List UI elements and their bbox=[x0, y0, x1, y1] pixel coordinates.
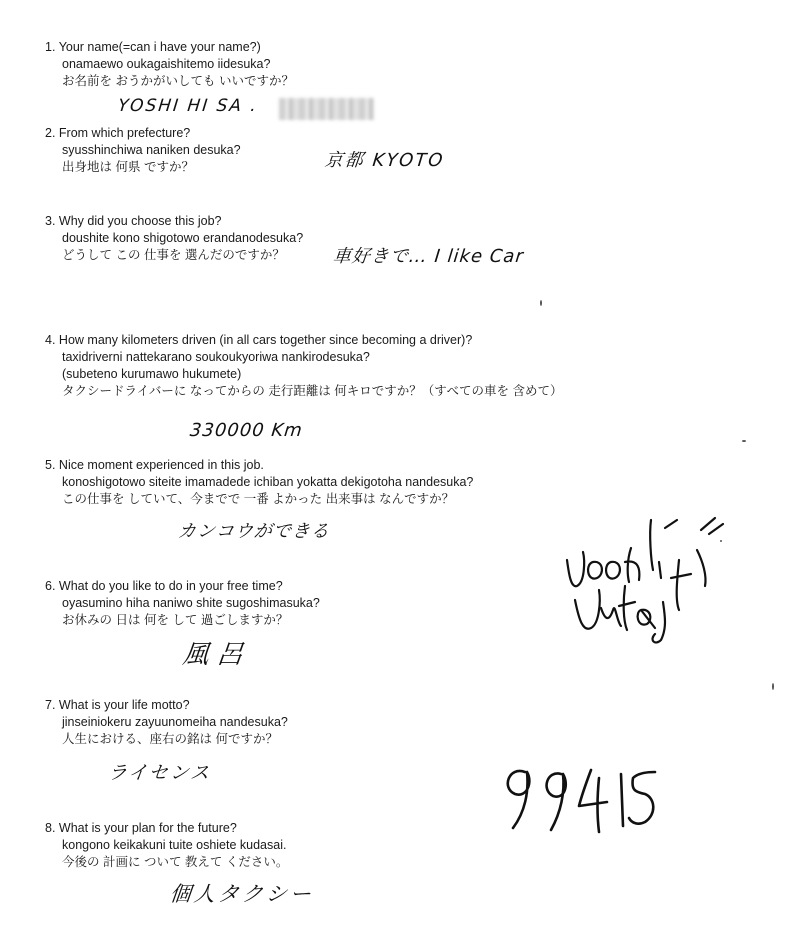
question-japanese: 人生における、座右の銘は 何ですか？ bbox=[62, 732, 278, 746]
question-romaji: jinseiniokeru zayuunomeiha nandesuka? bbox=[62, 715, 288, 729]
question-romaji: onamaewo oukagaishitemo iidesuka? bbox=[62, 57, 271, 71]
answer-1: YOSHI HI SA . bbox=[116, 96, 259, 116]
answer-4: 330000 Km bbox=[188, 420, 304, 441]
scan-speck bbox=[772, 683, 774, 690]
handwritten-number bbox=[495, 760, 665, 840]
answer-8: 個人タクシー bbox=[168, 882, 316, 906]
question-japanese: どうして この 仕事を 選んだのですか？ bbox=[62, 248, 285, 262]
redacted-surname bbox=[279, 98, 374, 120]
question-romaji: kongono keikakuni tuite oshiete kudasai. bbox=[62, 838, 287, 852]
question-romaji: oyasumino hiha naniwo shite sugoshimasuka? bbox=[62, 596, 320, 610]
question-number: 1. bbox=[45, 40, 56, 54]
answer-7: ライセンス bbox=[106, 762, 213, 784]
answer-2: 京都 KYOTO bbox=[323, 150, 446, 171]
answer-6: 風呂 bbox=[181, 640, 253, 670]
question-japanese: お名前を おうかがいしても いいですか？ bbox=[62, 74, 294, 88]
handwritten-signature bbox=[555, 490, 735, 650]
question-number: 8. bbox=[45, 821, 56, 835]
question-romaji: doushite kono shigotowo erandanodesuka? bbox=[62, 231, 304, 245]
question-5 bbox=[45, 457, 605, 508]
question-english: What do you like to do in your free time? bbox=[58, 579, 283, 593]
scan-speck bbox=[742, 440, 746, 442]
question-number: 3. bbox=[45, 214, 56, 228]
question-7 bbox=[45, 697, 605, 748]
question-english: Why did you choose this job? bbox=[58, 214, 222, 228]
question-1 bbox=[45, 39, 605, 90]
question-romaji: konoshigotowo siteite imamadede ichiban yokatta dekigotoha nandesuka? bbox=[62, 475, 474, 489]
question-6 bbox=[45, 578, 605, 629]
question-english: Your name(=can i have your name?) bbox=[58, 40, 261, 54]
question-japanese: 今後の 計画に ついて 教えて ください。 bbox=[62, 855, 289, 869]
scan-speck bbox=[540, 300, 542, 306]
question-4 bbox=[45, 332, 605, 400]
question-number: 6. bbox=[45, 579, 56, 593]
question-japanese: お休みの 日は 何を して 過ごしますか？ bbox=[62, 613, 289, 627]
question-english: From which prefecture? bbox=[58, 126, 191, 140]
question-english: What is your plan for the future? bbox=[58, 821, 237, 835]
question-number: 2. bbox=[45, 126, 56, 140]
question-number: 7. bbox=[45, 698, 56, 712]
question-japanese: 出身地は 何県 ですか？ bbox=[62, 160, 194, 174]
question-japanese: タクシードライバーに なってからの 走行距離は 何キロですか？（すべての車を 含めて） bbox=[62, 384, 563, 398]
question-english: What is your life motto? bbox=[58, 698, 190, 712]
answer-3: 車好きで… I like Car bbox=[331, 246, 525, 267]
question-number: 5. bbox=[45, 458, 56, 472]
question-romaji: syusshinchiwa naniken desuka? bbox=[62, 143, 241, 157]
question-romaji: taxidriverni nattekarano soukoukyoriwa nankirodesuka? bbox=[62, 350, 370, 364]
question-romaji-note: (subeteno kurumawo hukumete) bbox=[62, 367, 242, 381]
question-japanese: この仕事を していて、今までで 一番 よかった 出来事は なんですか？ bbox=[62, 492, 455, 506]
question-english: How many kilometers driven (in all cars together since becoming a driver)? bbox=[58, 333, 473, 347]
answer-5: カンコウができる bbox=[176, 521, 331, 542]
question-english: Nice moment experienced in this job. bbox=[58, 458, 264, 472]
scan-speck bbox=[720, 540, 722, 542]
question-number: 4. bbox=[45, 333, 56, 347]
